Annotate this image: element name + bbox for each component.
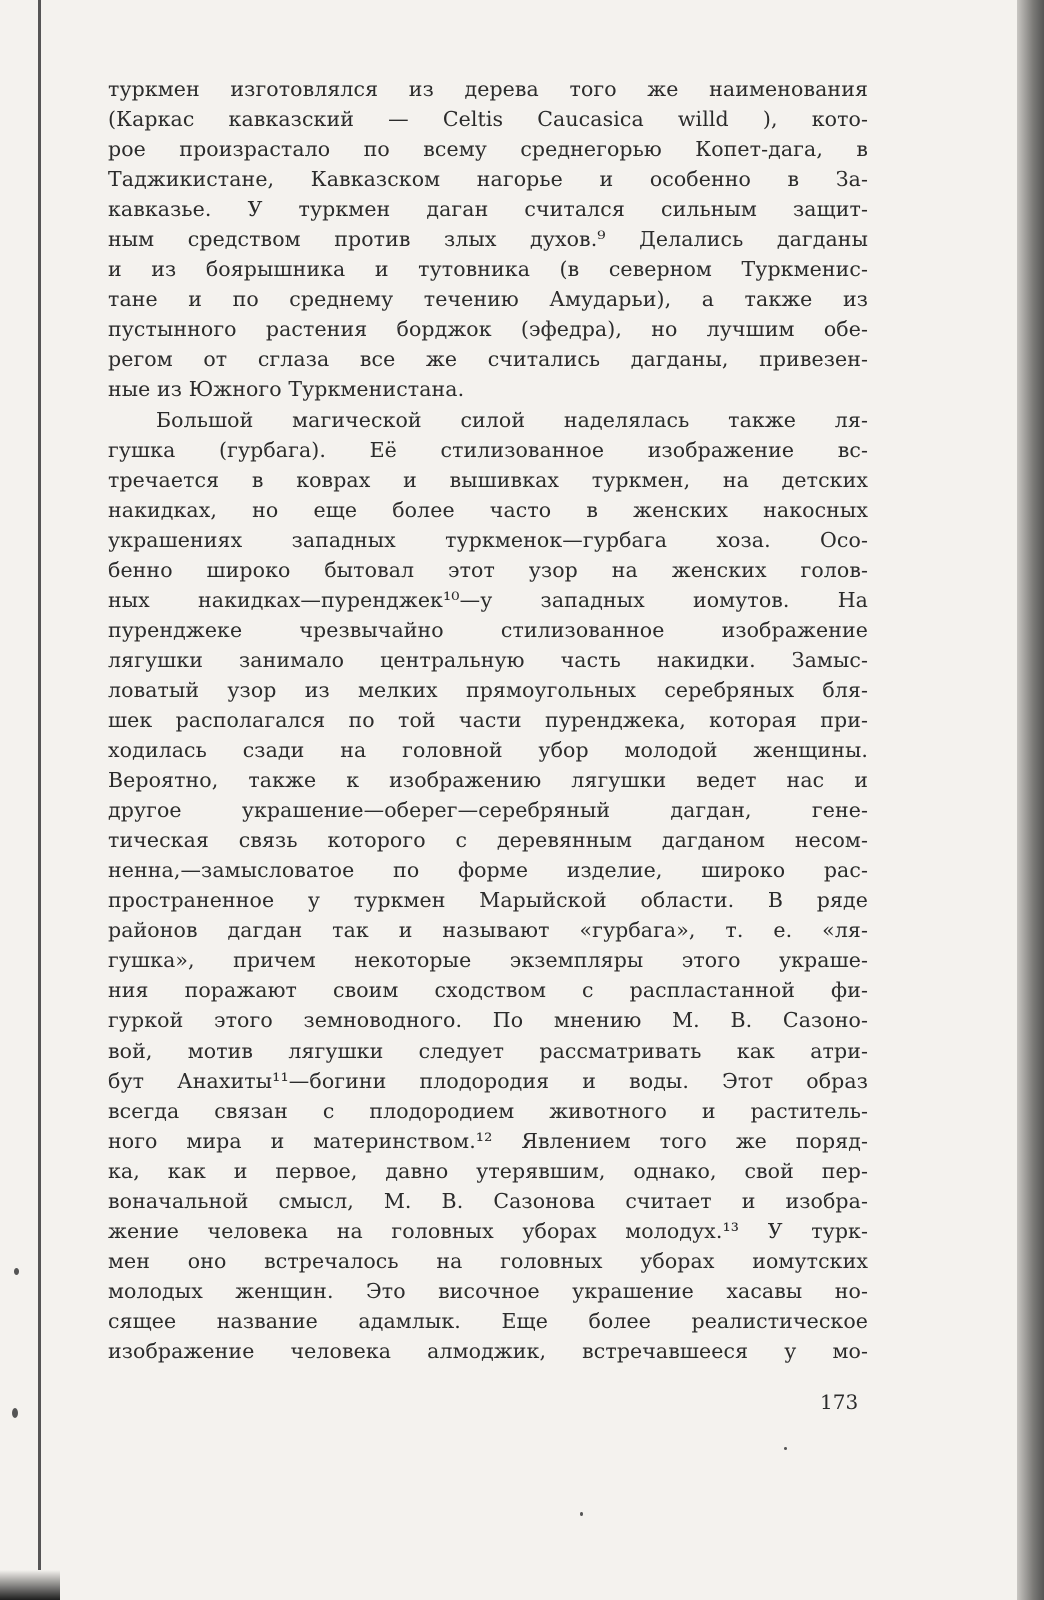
text-line: (Каркас кавказский — Celtis Caucasica willd ), кото-	[108, 107, 868, 132]
text-line: ным средством против злых духов.⁹ Делались дагданы	[108, 227, 868, 252]
text-line: гушка (гурбага). Её стилизованное изображение вс-	[108, 437, 868, 462]
scan-speck	[14, 1268, 19, 1275]
text-line: воначальной смысл, М. В. Сазонова считает и изобра-	[108, 1188, 868, 1213]
text-line: жение человека на головных уборах молодух.¹³ У турк-	[108, 1218, 868, 1243]
text-line: кавказье. У туркмен даган считался сильным защит-	[108, 197, 868, 222]
text-line: гуркой этого земноводного. По мнению М. В. Сазоно-	[108, 1008, 868, 1033]
text-line: тане и по среднему течению Амударьи), а также из	[108, 287, 868, 312]
text-line: ния поражают своим сходством с распластанной фи-	[108, 978, 868, 1003]
text-line: лягушки занимало центральную часть накидки. Замыс-	[108, 647, 868, 672]
text-line: Вероятно, также к изображению лягушки ведет нас и	[108, 768, 868, 793]
text-line: сящее название адамлык. Еще более реалистическое	[108, 1308, 868, 1333]
text-line: ного мира и материнством.¹² Явлением того же поряд-	[108, 1128, 868, 1153]
text-line: районов дагдан так и называют «гурбага», т. е. «ля-	[108, 918, 868, 943]
text-line: Таджикистане, Кавказском нагорье и особенно в За-	[108, 167, 868, 192]
text-line: и из боярышника и тутовника (в северном Туркменис-	[108, 257, 868, 282]
scan-speck	[784, 1447, 787, 1450]
text-line: пустынного растения борджок (эфедра), но лучшим обе-	[108, 317, 868, 342]
page-number: 173	[820, 1390, 859, 1414]
text-line: накидках, но еще более часто в женских накосных	[108, 497, 868, 522]
page-right-edge	[1017, 0, 1044, 1600]
text-line: пространенное у туркмен Марыйской области. В ряде	[108, 888, 868, 913]
text-line: туркмен изготовлялся из дерева того же наименования	[108, 77, 868, 101]
text-line: регом от сглаза все же считались дагданы, привезен-	[108, 347, 868, 372]
text-line: ловатый узор из мелких прямоугольных серебряных бля-	[108, 677, 868, 702]
text-line: ные из Южного Туркменистана.	[108, 377, 465, 402]
text-line: ненна,—замысловатое по форме изделие, широко рас-	[108, 858, 868, 883]
text-line: бенно широко бытовал этот узор на женских голов-	[108, 557, 868, 582]
text-line: пуренджеке чрезвычайно стилизованное изображение	[108, 617, 868, 642]
text-line: украшениях западных туркменок—гурбага хоза. Осо-	[108, 527, 868, 552]
text-line: Большой магической силой наделялась также ля-	[156, 407, 868, 432]
scan-speck	[12, 1408, 18, 1418]
text-line: шек располагался по той части пуренджека, которая при-	[108, 707, 868, 732]
text-line: бут Анахиты¹¹—богини плодородия и воды. Этот образ	[108, 1068, 868, 1093]
text-line: мен оно встречалось на головных уборах иомутских	[108, 1248, 868, 1273]
text-line: ных накидках—пуренджек¹⁰—у западных иомутов. На	[108, 587, 868, 612]
text-line: тическая связь которого с деревянным дагданом несом-	[108, 828, 868, 853]
text-line: ка, как и первое, давно утерявшим, однако, свой пер-	[108, 1158, 868, 1183]
page-bottom-shadow	[0, 1570, 60, 1600]
text-line: молодых женщин. Это височное украшение хасавы но-	[108, 1278, 868, 1303]
text-line: тречается в коврах и вышивках туркмен, на детских	[108, 467, 868, 492]
text-line: другое украшение—оберег—серебряный дагдан, гене-	[108, 798, 868, 823]
text-line: гушка», причем некоторые экземпляры этого украше-	[108, 948, 868, 973]
page-left-edge	[38, 0, 41, 1600]
text-line: всегда связан с плодородием животного и раститель-	[108, 1098, 868, 1123]
text-line: вой, мотив лягушки следует рассматривать как атри-	[108, 1038, 868, 1063]
scan-speck	[580, 1512, 583, 1516]
text-line: ходилась сзади на головной убор молодой женщины.	[108, 738, 868, 763]
body-text	[108, 74, 868, 1366]
text-line: изображение человека алмоджик, встречавшееся у мо-	[108, 1338, 868, 1363]
text-line: рое произрастало по всему среднегорью Копет-дага, в	[108, 137, 868, 162]
